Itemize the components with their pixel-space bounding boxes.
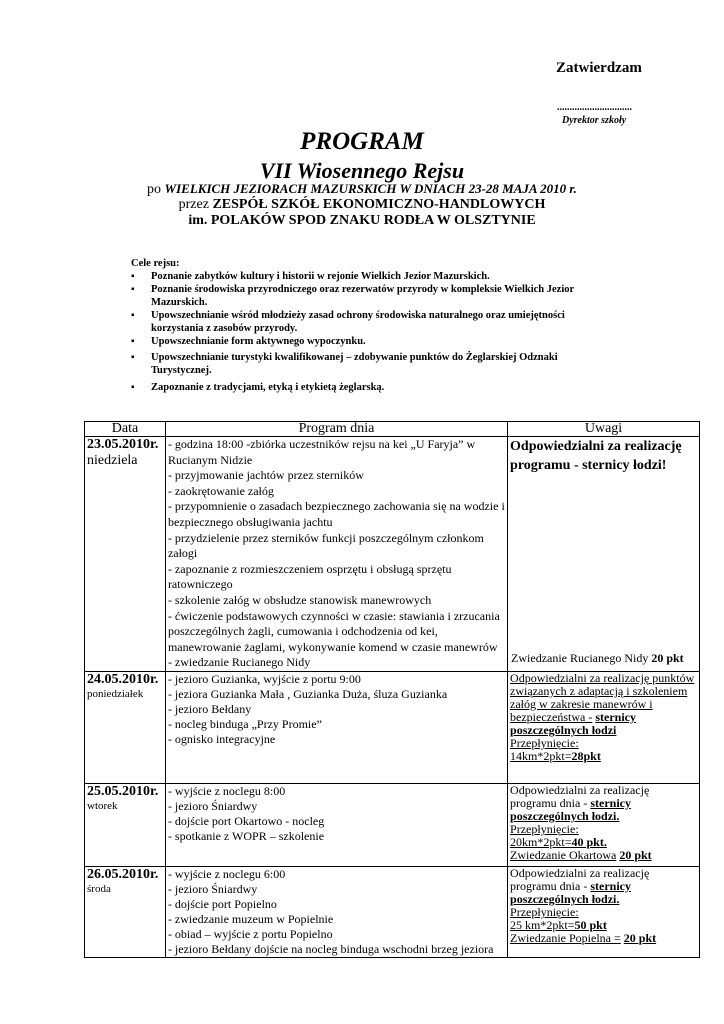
distance-label: Przepłynięcie: bbox=[510, 735, 579, 750]
responsible-note: Odpowiedzialni za realizację punktów związanych z adaptacją i szkoleniem załóg w zakresie manewrów i bezpieczeństwa - bbox=[510, 670, 695, 724]
program-item: - przydzielenie przez sterników funkcji poszczególnym członkom załogi bbox=[167, 530, 484, 561]
header-date: Data bbox=[85, 422, 166, 437]
distance-calc: 20km*2pkt= bbox=[510, 834, 572, 849]
distance-calc: 25 km*2pkt= bbox=[510, 917, 575, 932]
notes-cell bbox=[508, 437, 700, 672]
row-day: środa bbox=[87, 882, 111, 895]
goals-list bbox=[131, 270, 601, 394]
table-row bbox=[85, 437, 700, 672]
director-label: Dyrektor szkoły bbox=[562, 115, 627, 126]
program-item: - jezioro Bełdany dojście na nocleg binduga wschodni brzeg jeziora bbox=[167, 941, 494, 956]
program-item: - wyjście z noclegu 6:00 bbox=[167, 866, 286, 881]
visit-points: 20 pkt bbox=[623, 930, 657, 945]
header-program: Program dnia bbox=[165, 422, 507, 437]
program-item: - jezioro Śniardwy bbox=[167, 798, 258, 813]
program-cell bbox=[165, 783, 507, 866]
program-item: - jeziora Guzianka Mała , Guzianka Duża, śluza Guzianka bbox=[167, 686, 448, 701]
program-item: - przypomnienie o zasadach bezpiecznego zachowania się na wodzie i bezpiecznego obsługiwania jachtu bbox=[167, 499, 505, 529]
notes-cell bbox=[508, 783, 700, 866]
row-date: 26.05.2010r. bbox=[87, 866, 159, 882]
program-item: - obiad – wyjście z portu Popielno bbox=[167, 926, 333, 941]
table-row bbox=[85, 866, 700, 957]
program-table bbox=[84, 421, 700, 958]
distance-calc: 14km*2pkt= bbox=[510, 748, 572, 763]
program-item: - jezioro Guzianka, wyjście z portu 9:00 bbox=[167, 671, 361, 686]
goal-item: ▪ Poznanie środowiska przyrodniczego oraz rezerwatów przyrody w kompleksie Wielkich Jezior Mazurskich. bbox=[131, 283, 601, 309]
table-row bbox=[85, 783, 700, 866]
row-date: 23.05.2010r. bbox=[87, 437, 159, 452]
visit-note bbox=[511, 652, 684, 665]
program-item: - przyjmowanie jachtów przez sterników bbox=[167, 468, 364, 483]
responsible-note: Odpowiedzialni za realizację programu dnia - bbox=[510, 782, 650, 810]
goals-section bbox=[131, 257, 601, 394]
responsible-note: Odpowiedzialni za realizację programu - sternicy łodzi! bbox=[510, 439, 682, 473]
program-item: - zaokrętowanie załóg bbox=[167, 483, 274, 498]
page-subtitle: VII Wiosennego Rejsu bbox=[259, 158, 465, 183]
signature-dots: .............................. bbox=[557, 102, 632, 113]
program-cell bbox=[165, 866, 507, 957]
title-line-patron: im. POLAKÓW SPOD ZNAKU RODŁA W OLSZTYNIE bbox=[188, 213, 536, 228]
row-date: 25.05.2010r. bbox=[87, 783, 159, 799]
goal-item: ▪ Upowszechnianie wśród młodzieży zasad ochrony środowiska naturalnego oraz umiejętności korzystania z zasobów przyrody. bbox=[131, 309, 601, 335]
date-cell bbox=[85, 866, 166, 957]
visit-label: Zwiedzanie Popielna = bbox=[510, 930, 621, 945]
program-item: - szkolenie załóg w obsłudze stanowisk manewrowych bbox=[167, 592, 432, 607]
visit-points: 20 pkt bbox=[651, 650, 684, 665]
program-item: - ćwiczenie podstawowych czynności w czasie: stawiania i zrzucania poszczególnych żagli, cumowania i odchodzenia od kei, manewrowanie żaglami, wykonywanie komend w czasie manewrów bbox=[167, 608, 500, 654]
responsible-note: Odpowiedzialni za realizację programu dnia - bbox=[510, 865, 650, 893]
location-text: WIELKICH JEZIORACH MAZURSKICH W DNIACH 23-28 MAJA 2010 r. bbox=[164, 181, 577, 196]
responsible-skippers: sternicy poszczególnych łodzi bbox=[510, 709, 636, 737]
table-header-row bbox=[85, 422, 700, 437]
row-day: poniedziałek bbox=[87, 687, 144, 700]
date-cell bbox=[85, 671, 166, 783]
row-day: niedziela bbox=[87, 453, 138, 468]
distance-label: Przepłynięcie: bbox=[510, 904, 579, 919]
program-item: - dojście port Okartowo - nocleg bbox=[167, 813, 325, 828]
program-item: - dojście port Popielno bbox=[167, 896, 277, 911]
school-name: ZESPÓŁ SZKÓŁ EKONOMICZNO-HANDLOWYCH bbox=[212, 197, 546, 212]
approve-label: Zatwierdzam bbox=[556, 60, 642, 76]
notes-cell bbox=[508, 671, 700, 783]
distance-points: 40 pkt. bbox=[571, 834, 607, 849]
row-date: 24.05.2010r. bbox=[87, 671, 159, 687]
header-notes: Uwagi bbox=[508, 422, 700, 437]
goal-item: ▪ Upowszechnianie turystyki kwalifikowanej – zdobywanie punktów do Żeglarskiej Odznaki Turystycznej. bbox=[131, 351, 601, 377]
program-item: - zwiedzanie muzeum w Popielnie bbox=[167, 911, 334, 926]
goal-item: ▪ Poznanie zabytków kultury i historii w rejonie Wielkich Jezior Mazurskich. bbox=[131, 270, 601, 283]
program-item: - jezioro Śniardwy bbox=[167, 881, 258, 896]
school-prefix: przez bbox=[178, 197, 209, 212]
responsible-skippers: sternicy poszczególnych łodzi. bbox=[510, 878, 631, 906]
program-item: - zwiedzanie Rucianego Nidy bbox=[167, 655, 311, 670]
visit-label: Zwiedzanie Rucianego Nidy bbox=[511, 650, 649, 665]
row-day: wtorek bbox=[87, 799, 118, 812]
distance-points: 50 pkt bbox=[574, 917, 607, 932]
program-item: - godzina 18:00 -zbiórka uczestników rejsu na kei „U Faryja” w Rucianym Nidzie bbox=[167, 437, 476, 467]
notes-cell bbox=[508, 866, 700, 957]
program-item: - spotkanie z WOPR – szkolenie bbox=[167, 828, 325, 843]
program-item: - jezioro Bełdany bbox=[167, 701, 252, 716]
program-item: - nocleg binduga „Przy Promie” bbox=[167, 716, 322, 731]
distance-points: 28pkt bbox=[571, 748, 601, 763]
program-item: - wyjście z noclegu 8:00 bbox=[167, 783, 286, 798]
title-line-location bbox=[0, 181, 724, 198]
page-title: PROGRAM bbox=[300, 128, 424, 155]
program-item: - zapoznanie z rozmieszczeniem osprzętu i obsługą sprzętu ratowniczego bbox=[167, 561, 452, 592]
date-cell bbox=[85, 783, 166, 866]
program-item: - ognisko integracyjne bbox=[167, 731, 276, 746]
visit-label: Zwiedzanie Okartowa bbox=[510, 847, 617, 862]
table-row bbox=[85, 671, 700, 783]
program-cell bbox=[165, 671, 507, 783]
program-cell bbox=[165, 437, 507, 672]
title-line-school bbox=[0, 197, 724, 213]
goals-heading: Cele rejsu: bbox=[131, 258, 180, 269]
responsible-skippers: sternicy poszczególnych łodzi. bbox=[510, 795, 631, 823]
goal-item: ▪ Zapoznanie z tradycjami, etyką i etykietą żeglarską. bbox=[131, 381, 601, 394]
visit-points: 20 pkt bbox=[619, 847, 652, 862]
distance-label: Przepłynięcie: bbox=[510, 821, 579, 836]
date-cell bbox=[85, 437, 166, 672]
location-prefix: po bbox=[147, 182, 162, 197]
goal-item: ▪ Upowszechnianie form aktywnego wypoczynku. bbox=[131, 335, 601, 348]
